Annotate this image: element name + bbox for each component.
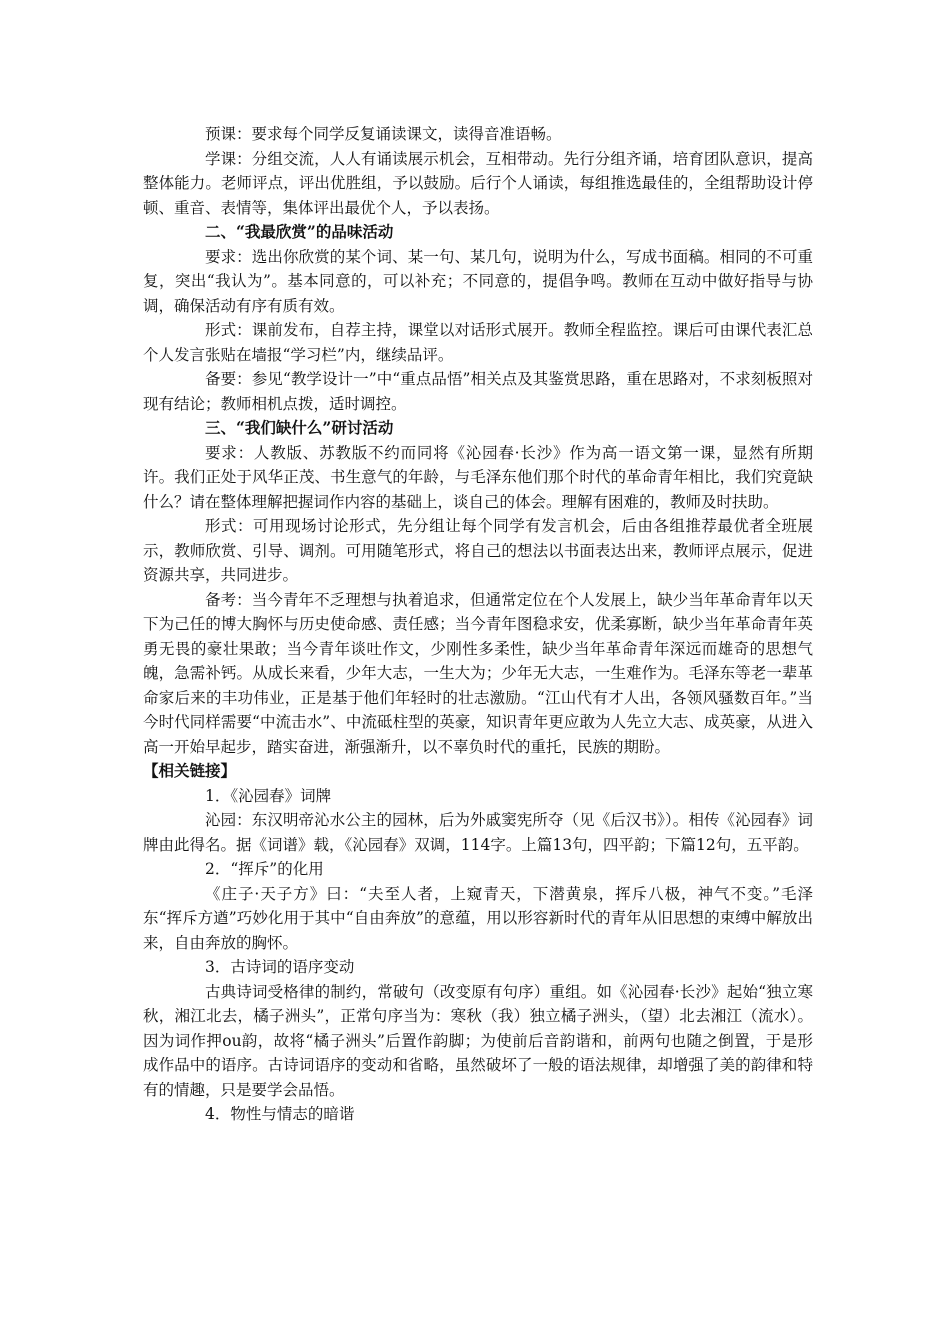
paragraph-requirement-2: 要求：人教版、苏教版不约而同将《沁园春·长沙》作为高一语文第一课，显然有所期许。我们正处于风华正茂、书生意气的年龄，与毛泽东他们那个时代的革命青年相比，我们究竟缺什么？请在整体理解把握词作内容的基础上，谈自己的体会。理解有困难的，教师及时扶助。 bbox=[143, 443, 813, 511]
link-item-1-body: 沁园：东汉明帝沁水公主的园林，后为外戚窦宪所夺（见《后汉书》）。相传《沁园春》词牌由此得名。据《词谱》载，《沁园春》双调，114字。上篇13句，四平韵；下篇12句，五平韵。 bbox=[143, 811, 813, 854]
paragraph-format-1: 形式：课前发布，自荐主持，课堂以对话形式展开。教师全程监控。课后可由课代表汇总个人发言张贴在墙报“学习栏”内，继续品评。 bbox=[143, 321, 813, 364]
paragraph-prep-1: 备要：参见“教学设计一”中“重点品悟”相关点及其鉴赏思路，重在思路对，不求刻板照对现有结论；教师相机点拨，适时调控。 bbox=[143, 370, 813, 413]
section-heading-appreciation: 二、“我最欣赏”的品味活动 bbox=[205, 222, 394, 241]
link-item-3-body: 古典诗词受格律的制约，常破句（改变原有句序）重组。如《沁园春·长沙》起始“独立寒秋，湘江北去，橘子洲头”，正常句序当为：寒秋（我）独立橘子洲头，（望）北去湘江（流水）。因为词作押ou韵，故将“橘子洲头”后置作韵脚；为使前后音韵谐和，前两句也随之倒置，于是形成作品中的语序。古诗词语序的变动和省略，虽然破坏了一般的语法规律，却增强了美的韵律和特有的情趣，只是要学会品悟。 bbox=[143, 982, 813, 1099]
document-page bbox=[143, 122, 813, 1127]
related-links-heading: 【相关链接】 bbox=[143, 762, 237, 780]
paragraph-requirement-1: 要求：选出你欣赏的某个词、某一句、某几句，说明为什么，写成书面稿。相同的不可重复，突出“我认为”。基本同意的，可以补充；不同意的，提倡争鸣。教师在互动中做好指导与协调，确保活动有序有质有效。 bbox=[143, 247, 813, 315]
paragraph-learn-class: 学课：分组交流，人人有诵读展示机会，互相带动。先行分组齐诵，培育团队意识，提高整体能力。老师评点，评出优胜组，予以鼓励。后行个人诵读，每组推选最佳的，全组帮助设计停顿、重音、表情等，集体评出最优个人，予以表扬。 bbox=[143, 149, 813, 217]
link-item-2-body: 《庄子·天子方》曰：“夫至人者，上窥青天，下潜黄泉，挥斥八极，神气不变。”毛泽东“挥斥方遒”巧妙化用于其中“自由奔放”的意蕴，用以形容新时代的青年从旧思想的束缚中解放出来，自由奔放的胸怀。 bbox=[143, 884, 813, 952]
link-item-3-title: 3．古诗词的语序变动 bbox=[205, 958, 355, 976]
paragraph-format-2: 形式：可用现场讨论形式，先分组让每个同学有发言机会，后由各组推荐最优者全班展示，教师欣赏、引导、调剂。可用随笔形式，将自己的想法以书面表达出来，教师评点展示，促进资源共享，共同进步。 bbox=[143, 517, 813, 584]
link-item-4-title: 4．物性与情志的暗谐 bbox=[205, 1105, 355, 1123]
link-item-1-title: 1．《沁园春》词牌 bbox=[205, 786, 332, 805]
section-heading-discussion: 三、“我们缺什么”研讨活动 bbox=[205, 418, 394, 437]
paragraph-reference-answer: 备考：当今青年不乏理想与执着追求，但通常定位在个人发展上，缺少当年革命青年以天下为己任的博大胸怀与历史使命感、责任感；当今青年图稳求安，优柔寡断，缺少当年革命青年英勇无畏的豪壮果敢；当今青年谈吐作文，少刚性多柔性，缺少当年革命青年深远而雄奇的思想气魄，急需补钙。从成长来看，少年大志，一生大为；少年无大志，一生难作为。毛泽东等老一辈革命家后来的丰功伟业，正是基于他们年轻时的壮志激励。“江山代有才人出，各领风骚数百年。”当今时代同样需要“中流击水”、中流砥柱型的英豪，知识青年更应敢为人先立大志、成英豪，从进入高一开始早起步，踏实奋进，渐强渐升，以不辜负时代的重托，民族的期盼。 bbox=[143, 590, 813, 756]
paragraph-preview-class: 预课：要求每个同学反复诵读课文，读得音准语畅。 bbox=[205, 125, 562, 143]
link-item-2-title: 2．“挥斥”的化用 bbox=[205, 860, 324, 878]
